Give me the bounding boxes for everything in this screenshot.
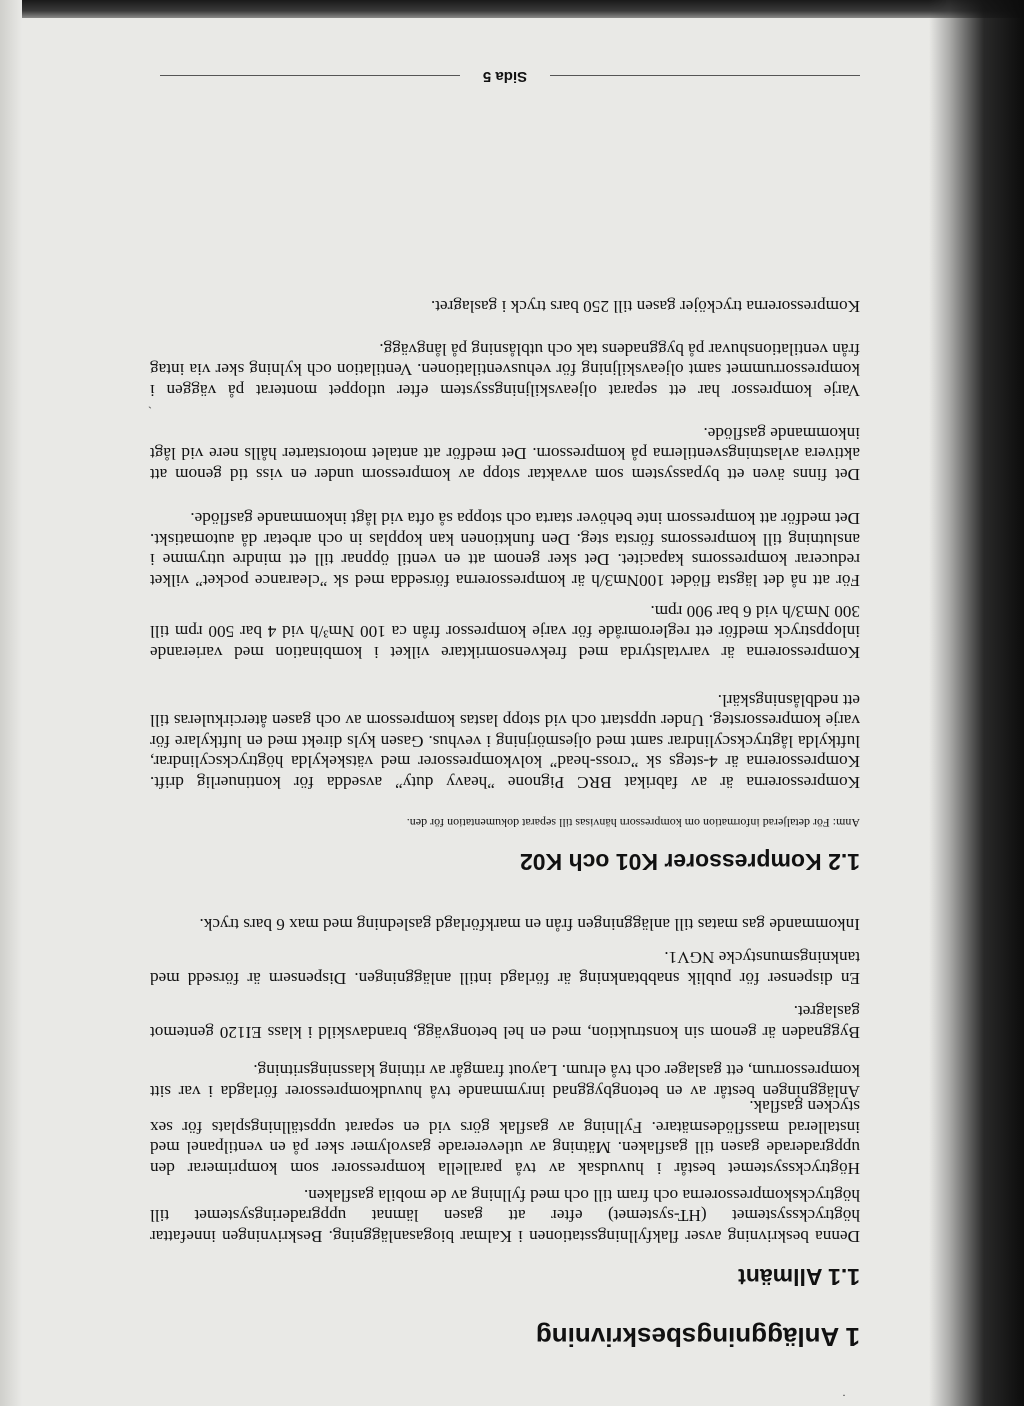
- section-heading-kompressorer: 1.2 Kompressorer K01 och K02: [519, 849, 860, 875]
- paragraph: För att nå det lägsta flödet 100Nm3/h är kompressorerna försedda med sk ”clearance pocket” vilket reducerar kompressorns kapacitet. Det sker genom att en ventil öppnar till ett mindre utrymme i anslutning till kompressorns första steg. Den funktionen kan kopplas in och arbetar då automatiskt. Det medför att kompressorn inte behöver starta och stoppa så ofta vid lågt inkommande gasflöde.: [150, 509, 860, 590]
- paragraph: Kompressorerna är av fabrikat BRC Pignone ”heavy duty” avsedda för kontinuerlig drift. Kompressorerna är 4-stegs sk ”cross-head” kolvkompressorer med vätskekylda högtryckscylindrar, luftkylda lågtryckscylindrar samt med oljesmörjning i vevhus. Gasen kyls direkt med en luftkylare för varje kompressorsteg. Under uppstart och vid stopp lastas kompressorn av och gasen återcirkuleras till ett nedblåsningskärl.: [150, 690, 860, 792]
- footer-rule-right: [160, 75, 460, 76]
- paragraph: Denna beskrivning avser flakfyllningsstationen i Kalmar biogasanläggning. Beskrivningen innefattar högtryckssystemet (HT-systemet) efter att gasen lämnat uppgraderingsystemet till högtryckskompressorerna och fram till och med fyllning av de mobila gasflaken.: [150, 1185, 860, 1246]
- scanner-top-shadow: [0, 0, 1024, 18]
- scanner-left-edge: [0, 0, 22, 1406]
- section-heading-allmant: 1.1 Allmänt: [738, 1264, 860, 1290]
- paragraph: Högtryckssystemet består i huvudsak av två parallella kompressorer som komprimerar den uppgraderade gasen till gasflaken. Mätning av utlevererade gasvolymer sker på en ventilpanel med installerad massflödesmätare. Fyllning av gasflak görs vid en separat uppställningsplats för sex stycken gasflak.: [150, 1097, 860, 1178]
- paragraph: Anläggningen består av en betongbyggnad inrymmande två huvudkompressorer förlagda i var sitt kompressorrum, ett gaslager och två elrum. Layout framgår av ritning klassningsritning.: [150, 1061, 860, 1101]
- paragraph: Kompressorerna trycköjer gasen till 250 bars tryck i gaslagret.: [430, 297, 860, 316]
- footer-rule-left: [550, 75, 860, 76]
- paragraph: Byggnaden är genom sin konstruktion, med en hel betongvägg, brandavskild i klass EI120 gentemot gaslagret.: [150, 1002, 860, 1042]
- page-footer: [120, 65, 900, 85]
- page-number: Sida 5: [482, 68, 528, 85]
- paragraph: Kompressorerna är varvtalstyrda med frekvensomriktare vilket i kombination med varierande inloppstryck medför ett reglerområde för varje kompressor från ca 100 Nm³/h vid 4 bar 500 rpm till 300 Nm3/h vid 6 bar 900 rpm.: [150, 601, 860, 662]
- document-page: [120, 20, 900, 1390]
- paragraph: Det finns även ett bypassystem som avvaktar stopp av kompressorn under en viss tid genom att aktivera avlastningsventilerna på kompressorn. Det medför att antalet motorstarter hålls nere vid lågt inkommande gasflöde.: [150, 423, 860, 484]
- paragraph: En dispenser för publik snabbtankning är förlagd intill anläggningen. Dispensern är försedd med tankningsmunstycke NGV1.: [150, 948, 860, 988]
- scan-speck: `: [148, 404, 152, 418]
- note: Anm: För detaljerad information om kompressorn hänvisas till separat dokumentation för den.: [406, 816, 860, 830]
- paragraph: Varje kompressor har ett separat oljeavskiljningssystem efter utloppet monterat på väggen i kompressorrummet samt oljeavskiljning för vehusventilationen. Ventilation och kylning sker via intag från ventilationshuvar på byggnadens tak och utblåsning på långvägg.: [150, 339, 860, 400]
- document-title: 1 Anläggningsbeskrivning: [535, 1322, 860, 1352]
- scan-speck: ·: [842, 1388, 846, 1402]
- scanner-right-shadow: [929, 0, 1024, 1406]
- paragraph: Inkommande gas matas till anläggningen från en markförlagd gasledning med max 6 bars tryck.: [199, 915, 860, 934]
